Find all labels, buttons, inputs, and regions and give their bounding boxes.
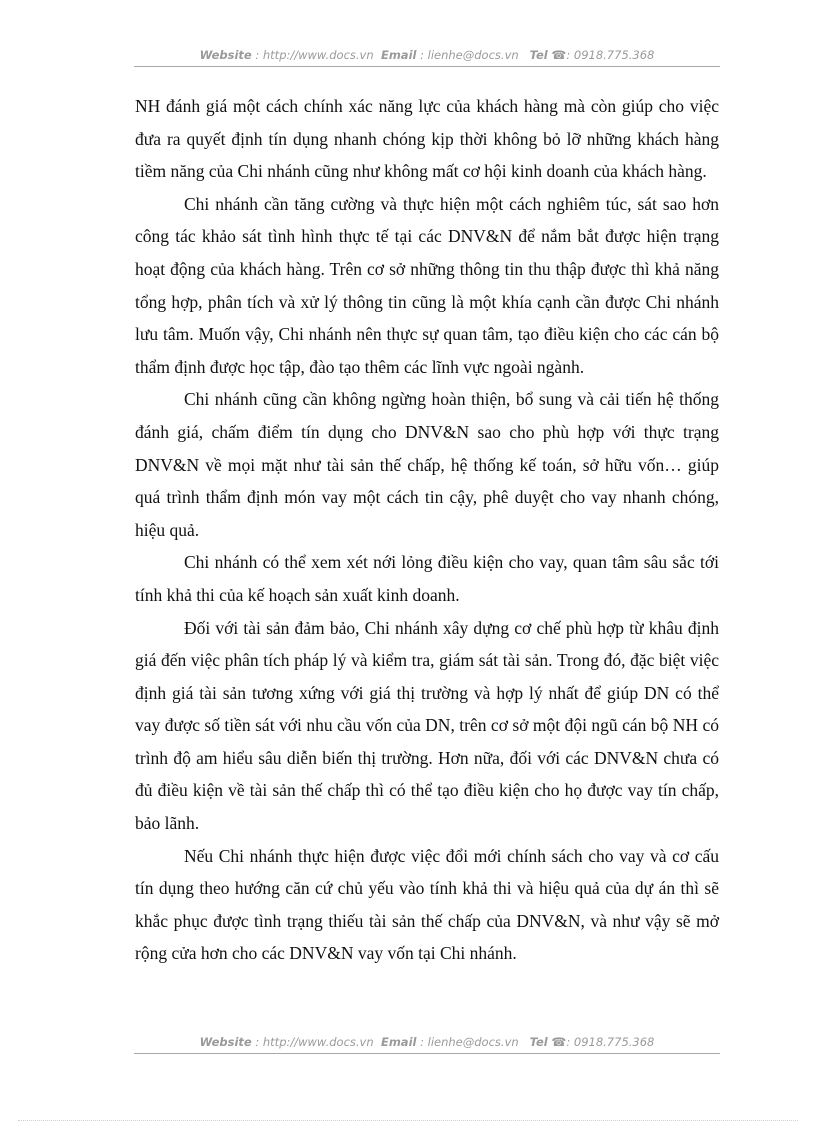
email-label: Email [380,1035,417,1049]
tel-value: : 0918.775.368 [566,48,655,62]
page-edge-divider [18,1120,798,1121]
tel-label: Tel [529,1035,548,1049]
email-value[interactable]: : lienhe@docs.vn [420,48,519,62]
header-rule [134,66,720,67]
email-label: Email [380,48,417,62]
paragraph: Chi nhánh cần tăng cường và thực hiện một cách nghiêm túc, sát sao hơn công tác khảo sát tình hình thực tế tại các DNV&N để nắm bắt được hiện trạng hoạt động của khách hàng. Trên cơ sở những thông tin thu thập được thì khả năng tổng hợp, phân tích và xử lý thông tin cũng là một khía cạnh cần được Chi nhánh lưu tâm. Muốn vậy, Chi nhánh nên thực sự quan tâm, tạo điều kiện cho các cán bộ thẩm định được học tập, đào tạo thêm các lĩnh vực ngoài ngành. [135,193,719,377]
tel-value: : 0918.775.368 [566,1035,655,1049]
email-value[interactable]: : lienhe@docs.vn [420,1035,519,1049]
paragraph: Nếu Chi nhánh thực hiện được việc đổi mới chính sách cho vay và cơ cấu tín dụng theo hướng căn cứ chủ yếu vào tính khả thi và hiệu quả của dự án thì sẽ khắc phục được tình trạng thiếu tài sản thế chấp của DNV&N, và như vậy sẽ mở rộng cửa hơn cho các DNV&N vay vốn tại Chi nhánh. [135,845,719,964]
footer-rule [134,1053,720,1054]
website-value[interactable]: : http://www.docs.vn [255,48,374,62]
website-value[interactable]: : http://www.docs.vn [255,1035,374,1049]
phone-icon: ☎ [551,1035,567,1049]
paragraph: Đối với tài sản đảm bảo, Chi nhánh xây dựng cơ chế phù hợp từ khâu định giá đến việc phân tích pháp lý và kiểm tra, giám sát tài sản. Trong đó, đặc biệt việc định giá tài sản tương xứng với giá thị trường và hợp lý nhất để giúp DN có thể vay được số tiền sát với nhu cầu vốn của DN, trên cơ sở một đội ngũ cán bộ NH có trình độ am hiểu sâu diễn biến thị trường. Hơn nữa, đối với các DNV&N chưa có đủ điều kiện về tài sản thế chấp thì có thể tạo điều kiện cho họ được vay tín chấp, bảo lãnh. [135,617,719,834]
document-body [135,90,719,970]
website-label: Website [199,48,252,62]
website-label: Website [199,1035,252,1049]
page-header [134,46,720,64]
paragraph: NH đánh giá một cách chính xác năng lực của khách hàng mà còn giúp cho việc đưa ra quyết định tín dụng nhanh chóng kịp thời không bỏ lỡ những khách hàng tiềm năng của Chi nhánh cũng như không mất cơ hội kinh doanh của khách hàng. [135,96,719,182]
paragraph: Chi nhánh cũng cần không ngừng hoàn thiện, bổ sung và cải tiến hệ thống đánh giá, chấm điểm tín dụng cho DNV&N sao cho phù hợp với thực trạng DNV&N về mọi mặt như tài sản thế chấp, hệ thống kế toán, sở hữu vốn… giúp quá trình thẩm định món vay một cách tin cậy, phê duyệt cho vay nhanh chóng, hiệu quả. [135,389,719,540]
page-footer [134,1033,720,1051]
phone-icon: ☎ [551,48,567,62]
tel-label: Tel [529,48,548,62]
paragraph: Chi nhánh có thể xem xét nới lỏng điều kiện cho vay, quan tâm sâu sắc tới tính khả thi của kế hoạch sản xuất kinh doanh. [135,552,719,605]
